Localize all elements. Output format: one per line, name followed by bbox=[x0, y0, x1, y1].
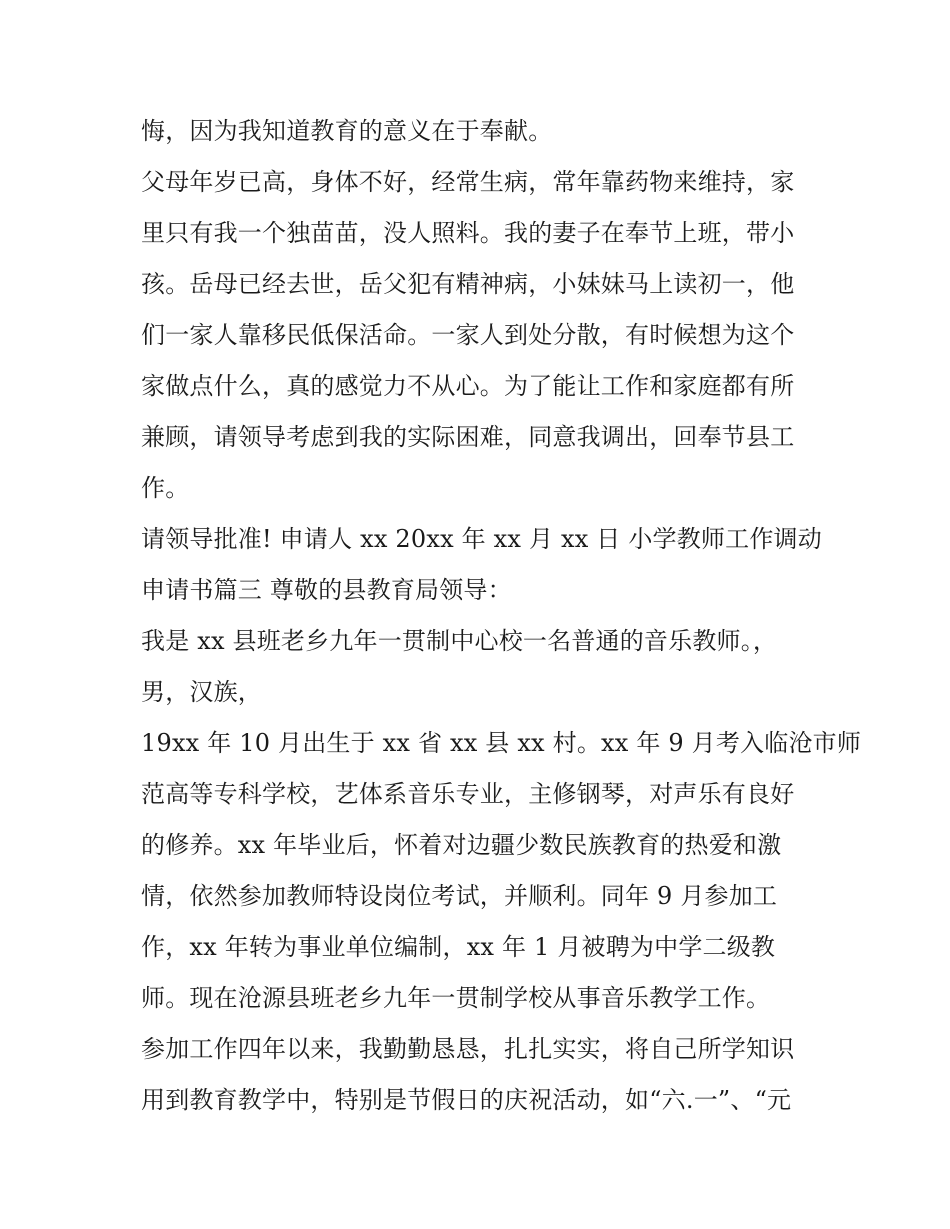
text-line-4: 孩。岳母已经去世，岳父犯有精神病，小妹妹马上读初一，他 bbox=[141, 270, 795, 298]
text-line-2: 父母年岁已高，身体不好，经常生病，常年靠药物来维持，家 bbox=[141, 168, 795, 196]
text-line-14: 范高等专科学校，艺体系音乐专业，主修钢琴，对声乐有良好 bbox=[141, 780, 795, 808]
text-line-9: 请领导批准! 申请人 xx 20xx 年 xx 月 xx 日 小学教师工作调动 bbox=[141, 525, 822, 553]
text-line-15: 的修养。xx 年毕业后，怀着对边疆少数民族教育的热爱和激 bbox=[141, 831, 782, 859]
text-line-17: 作，xx 年转为事业单位编制，xx 年 1 月被聘为中学二级教 bbox=[141, 933, 776, 961]
text-line-6: 家做点什么，真的感觉力不从心。为了能让工作和家庭都有所 bbox=[141, 372, 795, 400]
text-line-12: 男，汉族， bbox=[141, 678, 262, 706]
text-line-3: 里只有我一个独苗苗，没人照料。我的妻子在奉节上班，带小 bbox=[141, 219, 795, 247]
text-line-13: 19xx 年 10 月出生于 xx 省 xx 县 xx 村。xx 年 9 月考入临沧市师 bbox=[141, 729, 862, 757]
text-line-18: 师。现在沧源县班老乡九年一贯制学校从事音乐教学工作。 bbox=[141, 984, 771, 1012]
text-line-20: 用到教育教学中，特别是节假日的庆祝活动，如“六.一”、“元 bbox=[141, 1086, 792, 1114]
text-line-5: 们一家人靠移民低保活命。一家人到处分散，有时候想为这个 bbox=[141, 321, 795, 349]
text-line-10: 申请书篇三 尊敬的县教育局领导： bbox=[141, 576, 512, 604]
text-line-19: 参加工作四年以来，我勤勤恳恳，扎扎实实，将自己所学知识 bbox=[141, 1035, 795, 1063]
text-line-16: 情，依然参加教师特设岗位考试，并顺利。同年 9 月参加工 bbox=[141, 882, 778, 910]
document-body bbox=[141, 106, 862, 1126]
text-line-7: 兼顾，请领导考虑到我的实际困难，同意我调出，回奉节县工 bbox=[141, 423, 795, 451]
text-line-1: 悔，因为我知道教育的意义在于奉献。 bbox=[141, 117, 553, 145]
text-line-11: 我是 xx 县班老乡九年一贯制中心校一名普通的音乐教师。， bbox=[141, 627, 778, 655]
text-line-8: 作。 bbox=[141, 474, 190, 502]
